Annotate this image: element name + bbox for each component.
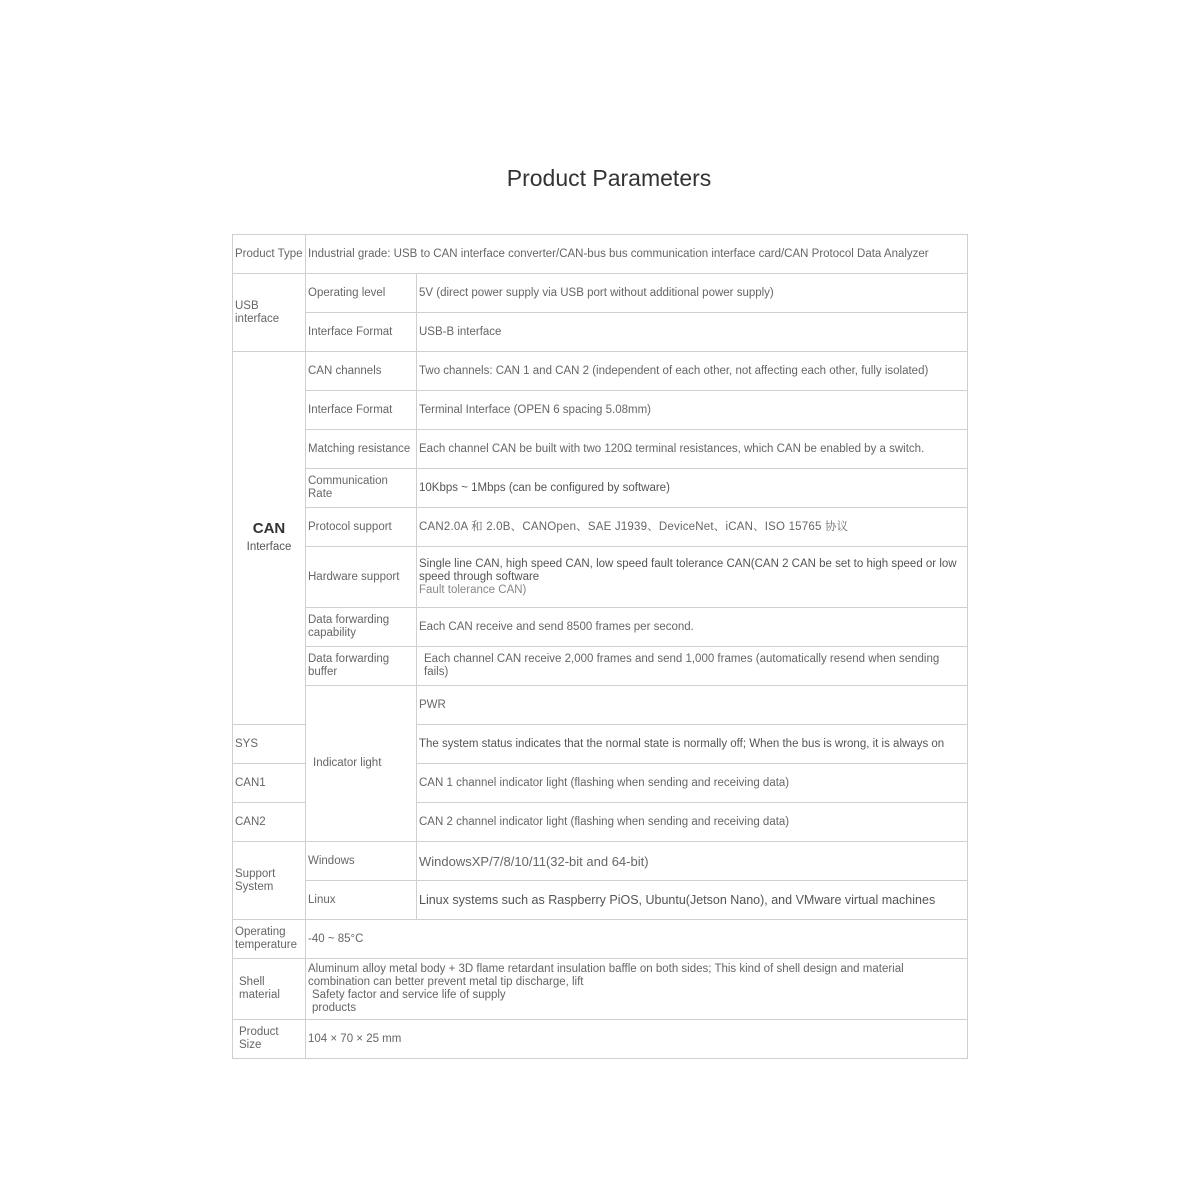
- row-value: Each channel CAN receive 2,000 frames and send 1,000 frames (automatically resend when sending fails): [417, 647, 968, 686]
- row-label: Operating temperature: [233, 920, 306, 959]
- row-label: Operating level: [306, 274, 417, 313]
- table-row-product-type: [233, 235, 968, 274]
- row-value: 10Kbps ~ 1Mbps (can be configured by software): [417, 469, 968, 508]
- row-value: CAN 1 channel indicator light (flashing when sending and receiving data): [417, 764, 968, 803]
- group-label-support-system: Support System: [233, 842, 306, 920]
- row-label: Product Type: [233, 235, 306, 274]
- table-row-windows: [233, 842, 968, 881]
- row-label: SYS: [233, 725, 306, 764]
- row-value: 104 × 70 × 25 mm: [306, 1020, 968, 1059]
- group-label-can-interface: [233, 352, 306, 725]
- table-row-can-channels: [233, 352, 968, 391]
- table-row-forwarding-capability: [233, 608, 968, 647]
- row-label: Interface Format: [306, 391, 417, 430]
- table-row-communication-rate: [233, 469, 968, 508]
- row-label: CAN channels: [306, 352, 417, 391]
- row-value: Terminal Interface (OPEN 6 spacing 5.08mm): [417, 391, 968, 430]
- row-value: WindowsXP/7/8/10/11(32-bit and 64-bit): [417, 842, 968, 881]
- table-row-linux: [233, 881, 968, 920]
- table-row-can-interface-format: [233, 391, 968, 430]
- row-label: CAN1: [233, 764, 306, 803]
- row-value: Industrial grade: USB to CAN interface converter/CAN-bus bus communication interface card/CAN Protocol Data Analyzer: [306, 235, 968, 274]
- group-label-indicator-light: Indicator light: [306, 686, 417, 842]
- row-value: CAN2.0A 和 2.0B、CANOpen、SAE J1939、DeviceNet、iCAN、ISO 15765 协议: [417, 508, 968, 547]
- page-title: Product Parameters: [506, 165, 712, 191]
- row-value: Each CAN receive and send 8500 frames per second.: [417, 608, 968, 647]
- can-group-subtitle: Interface: [246, 541, 292, 553]
- value-line: Single line CAN, high speed CAN, low speed fault tolerance CAN(CAN 2 CAN be set to high speed or low speed through software: [419, 557, 957, 583]
- row-label: PWR: [417, 686, 968, 725]
- row-label: Shell material: [233, 959, 306, 1020]
- row-label: Product Size: [233, 1020, 306, 1059]
- group-label-usb-interface: USB interface: [233, 274, 306, 352]
- table-row-shell-material: [233, 959, 968, 1020]
- value-line: Safety factor and service life of supply products: [312, 989, 506, 1014]
- table-row-operating-temperature: [233, 920, 968, 959]
- row-value: Linux systems such as Raspberry PiOS, Ubuntu(Jetson Nano), and VMware virtual machines: [417, 881, 968, 920]
- value-line: Aluminum alloy metal body + 3D flame retardant insulation baffle on both sides; This kind of shell design and material combination can better prevent metal tip discharge, lift: [308, 963, 904, 988]
- row-label: Matching resistance: [306, 430, 417, 469]
- row-value: [417, 547, 968, 608]
- table-row-forwarding-buffer: [233, 647, 968, 686]
- row-value: The system status indicates that the normal state is normally off; When the bus is wrong, it is always on: [417, 725, 968, 764]
- row-label: Communication Rate: [306, 469, 417, 508]
- row-value: -40 ~ 85°C: [306, 920, 968, 959]
- row-label: CAN2: [233, 803, 306, 842]
- table-row-matching-resistance: [233, 430, 968, 469]
- table-row-usb-interface-format: [233, 313, 968, 352]
- row-value: Each channel CAN be built with two 120Ω terminal resistances, which CAN be enabled by a switch.: [417, 430, 968, 469]
- table-row-product-size: [233, 1020, 968, 1059]
- row-value: USB-B interface: [417, 313, 968, 352]
- table-row-pwr: [233, 686, 968, 725]
- row-value: Two channels: CAN 1 and CAN 2 (independent of each other, not affecting each other, fully isolated): [417, 352, 968, 391]
- row-label: Data forwarding capability: [306, 608, 417, 647]
- value-line: Fault tolerance CAN): [419, 583, 527, 596]
- row-value: 5V (direct power supply via USB port without additional power supply): [417, 274, 968, 313]
- row-value: [306, 959, 968, 1020]
- row-label: Linux: [306, 881, 417, 920]
- row-label: Protocol support: [306, 508, 417, 547]
- table-row-operating-level: [233, 274, 968, 313]
- row-label: Windows: [306, 842, 417, 881]
- can-group-title: CAN: [252, 520, 286, 537]
- parameters-table: [232, 234, 968, 1059]
- row-label: Hardware support: [306, 547, 417, 608]
- row-label: Interface Format: [306, 313, 417, 352]
- table-row-protocol-support: [233, 508, 968, 547]
- table-row-hardware-support: [233, 547, 968, 608]
- row-value: CAN 2 channel indicator light (flashing when sending and receiving data): [417, 803, 968, 842]
- row-label: Data forwarding buffer: [306, 647, 417, 686]
